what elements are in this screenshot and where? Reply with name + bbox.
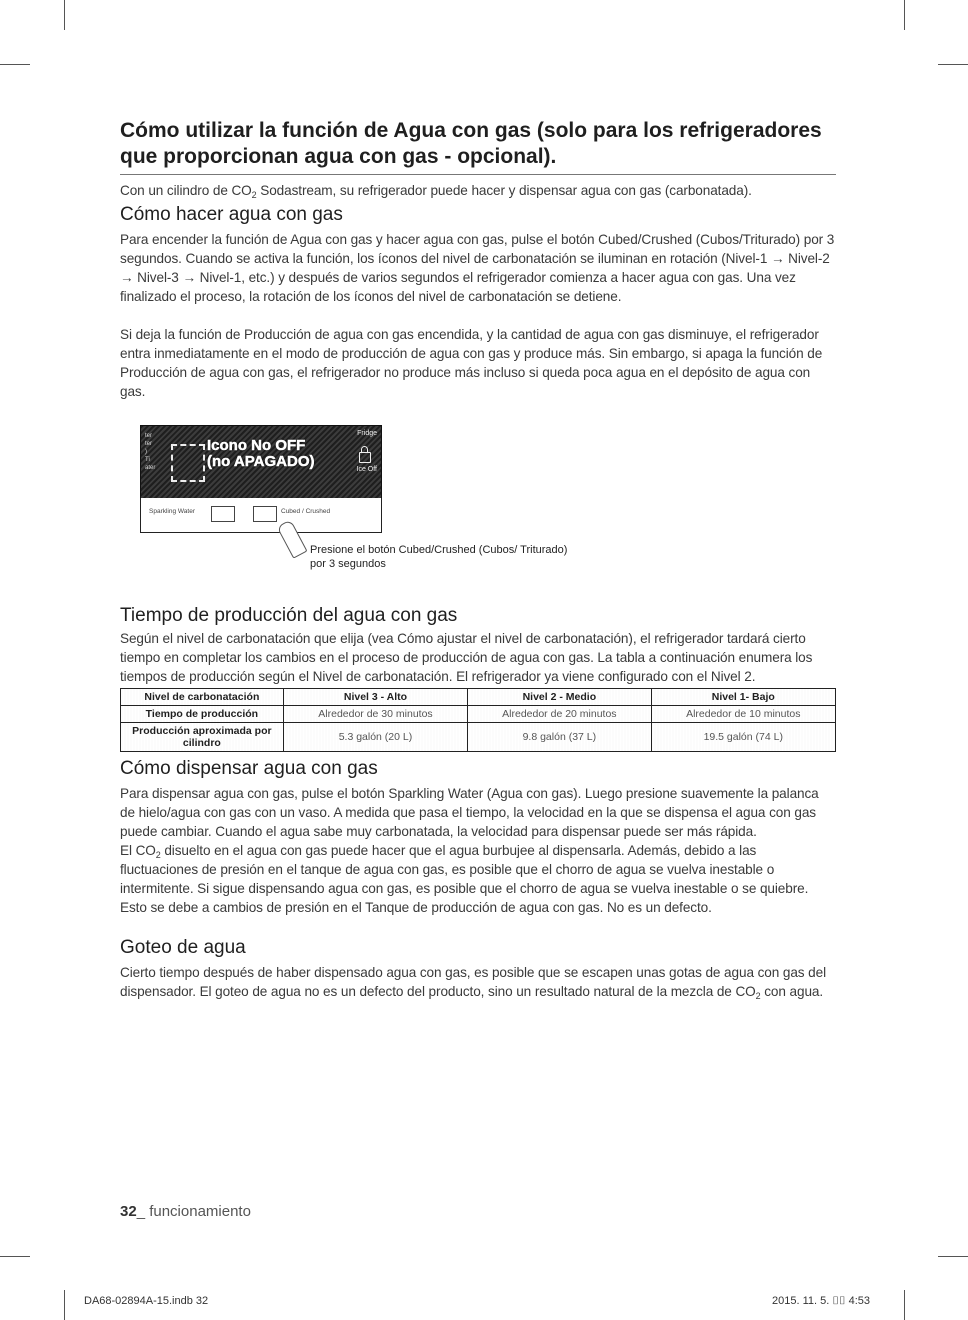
- table-header-cell: Nivel de carbonatación: [121, 689, 284, 706]
- print-slug-date: 2015. 11. 5. ⌷⌷ 4:53: [772, 1295, 871, 1307]
- table-row: [121, 706, 836, 723]
- page-footer: [120, 1203, 251, 1220]
- sparkling-water-label: Sparkling Water: [149, 508, 195, 515]
- table-cell: Alrededor de 30 minutos: [283, 706, 467, 723]
- table-cell: 5.3 galón (20 L): [283, 723, 467, 752]
- drip-paragraph: [120, 963, 836, 1001]
- make-paragraph-1: Para encender la función de Agua con gas y hacer agua con gas, pulse el botón Cubed/Crushed (Cubos/Triturado) por 3 segundos. Cuando se activa la función, los íconos del nivel de carbonatación se iluminan en rotación (Nivel-1 → Nivel-2 → Nivel-3 → Nivel-1, etc.) y después de varios segundos el refrigerador comienza a hacer agua con gas. Una vez finalizado el proceso, la rotación de los íconos del nivel de carbonatación se detiene.: [120, 232, 835, 304]
- table-header-row: [121, 689, 836, 706]
- cubed-crushed-label: Cubed / Crushed: [281, 508, 331, 515]
- crop-mark: [938, 1256, 968, 1257]
- figure-caption: Presione el botón Cubed/Crushed (Cubos/ Triturado) por 3 segundos: [310, 544, 568, 570]
- production-table: [120, 688, 836, 752]
- crop-mark: [0, 1256, 30, 1257]
- sparkling-water-button[interactable]: [211, 506, 235, 522]
- table-row: [121, 723, 836, 752]
- table-cell: Alrededor de 10 minutos: [651, 706, 835, 723]
- panel-left-labels: ter ter ) Ti ater: [145, 433, 156, 471]
- production-paragraph: Según el nivel de carbonatación que elija (vea Cómo ajustar el nivel de carbonatación), el refrigerador tardará cierto tiempo en completar los cambios en el proceso de producción de agua con gas. La tabla a continuación enumera los tiempos de producción según el Nivel de carbonatación. El refrigerador ya viene configurado con el Nivel 2.: [120, 631, 813, 684]
- co2-subscript: 2: [251, 190, 257, 200]
- drip-text-b: con agua.: [760, 984, 824, 999]
- crop-mark: [64, 0, 65, 30]
- intro-text-a: Con un cilindro de CO: [120, 183, 252, 198]
- cubed-crushed-button[interactable]: [253, 506, 277, 522]
- icon-no-off-callout: Icono No OFF (no APAGADO): [207, 437, 315, 470]
- crop-mark: [0, 64, 30, 65]
- table-cell: Alrededor de 20 minutos: [468, 706, 651, 723]
- page-number: 32: [120, 1203, 137, 1220]
- control-panel-figure: [140, 425, 568, 575]
- table-header-cell: Nivel 2 - Medio: [468, 689, 651, 706]
- dispense-text-a: El CO: [120, 843, 156, 858]
- table-header-cell: Nivel 1- Bajo: [651, 689, 835, 706]
- table-cell: 9.8 galón (37 L): [468, 723, 651, 752]
- print-slug-file: DA68-02894A-15.indb 32: [84, 1295, 209, 1307]
- dispense-paragraph-1: Para dispensar agua con gas, pulse el botón Sparkling Water (Agua con gas). Luego presione suavemente la palanca de hielo/agua con gas con un vaso. A medida que pasa el tiempo, la velocidad en la que se dispensa el agua con gas puede cambiar. Cuando el agua sabe muy carbonatada, la velocidad para dispensar puede ser más rápida.: [120, 786, 819, 839]
- sparkling-icon-highlight: [171, 444, 205, 482]
- section-heading-production-time: Tiempo de producción del agua con gas: [120, 605, 458, 626]
- make-paragraph-2: Si deja la función de Producción de agua con gas encendida, y la cantidad de agua con gas disminuye, el refrigerador entra inmediatamente en el modo de producción de agua con gas y produce más. Sin embargo, si apaga la función de Producción de agua con gas, el refrigerador no produce más incluso si queda poca agua en el depósito de agua con gas.: [120, 327, 823, 399]
- page-title: Cómo utilizar la función de Agua con gas (solo para los refrigeradores que proporcionan agua con gas - opcional).: [120, 118, 836, 175]
- crop-mark: [64, 1290, 65, 1320]
- footer-section: funcionamiento: [149, 1203, 251, 1220]
- intro-text-b: Sodastream, su refrigerador puede hacer y dispensar agua con gas (carbonatada).: [256, 183, 752, 198]
- lock-icon: [359, 452, 371, 463]
- footer-separator: _: [136, 1203, 150, 1220]
- drip-text-a: Cierto tiempo después de haber dispensado agua con gas, es posible que se escapen unas gotas de agua con gas del dispensador. El goteo de agua no es un defecto del producto, sino un resultado natural de la mezcla de CO: [120, 965, 827, 999]
- crop-mark: [904, 1290, 905, 1320]
- crop-mark: [938, 64, 968, 65]
- page-content: [120, 118, 836, 1001]
- panel-right-labels: Fridge Ice Off: [356, 430, 377, 473]
- control-button-strip: [140, 498, 382, 533]
- intro-paragraph: [120, 181, 836, 200]
- section-heading-drip: Goteo de agua: [120, 937, 246, 958]
- dispense-text-b: disuelto en el agua con gas puede hacer que el agua burbujee al dispensarla. Además, debido a las fluctuaciones de presión en el tanque de agua con gas, es posible que el chorro de agua se vuelva inestable o intermitente. Si sigue dispensando agua con gas, es posible que el chorro de agua se vuelva inestable o se quiebre. Esto se debe a cambios de presión en el Tanque de producción de agua con gas. No es un defecto.: [120, 843, 809, 915]
- table-header-cell: Nivel 3 - Alto: [283, 689, 467, 706]
- control-panel-display: [140, 425, 382, 499]
- co2-subscript: 2: [755, 991, 761, 1001]
- crop-mark: [904, 0, 905, 30]
- section-heading-make: Cómo hacer agua con gas: [120, 204, 343, 225]
- table-row-label: Producción aproximada por cilindro: [121, 723, 284, 752]
- dispense-paragraph-2: [120, 841, 836, 917]
- table-row-label: Tiempo de producción: [121, 706, 284, 723]
- co2-subscript: 2: [155, 850, 161, 860]
- table-cell: 19.5 galón (74 L): [651, 723, 835, 752]
- section-heading-dispense: Cómo dispensar agua con gas: [120, 758, 378, 779]
